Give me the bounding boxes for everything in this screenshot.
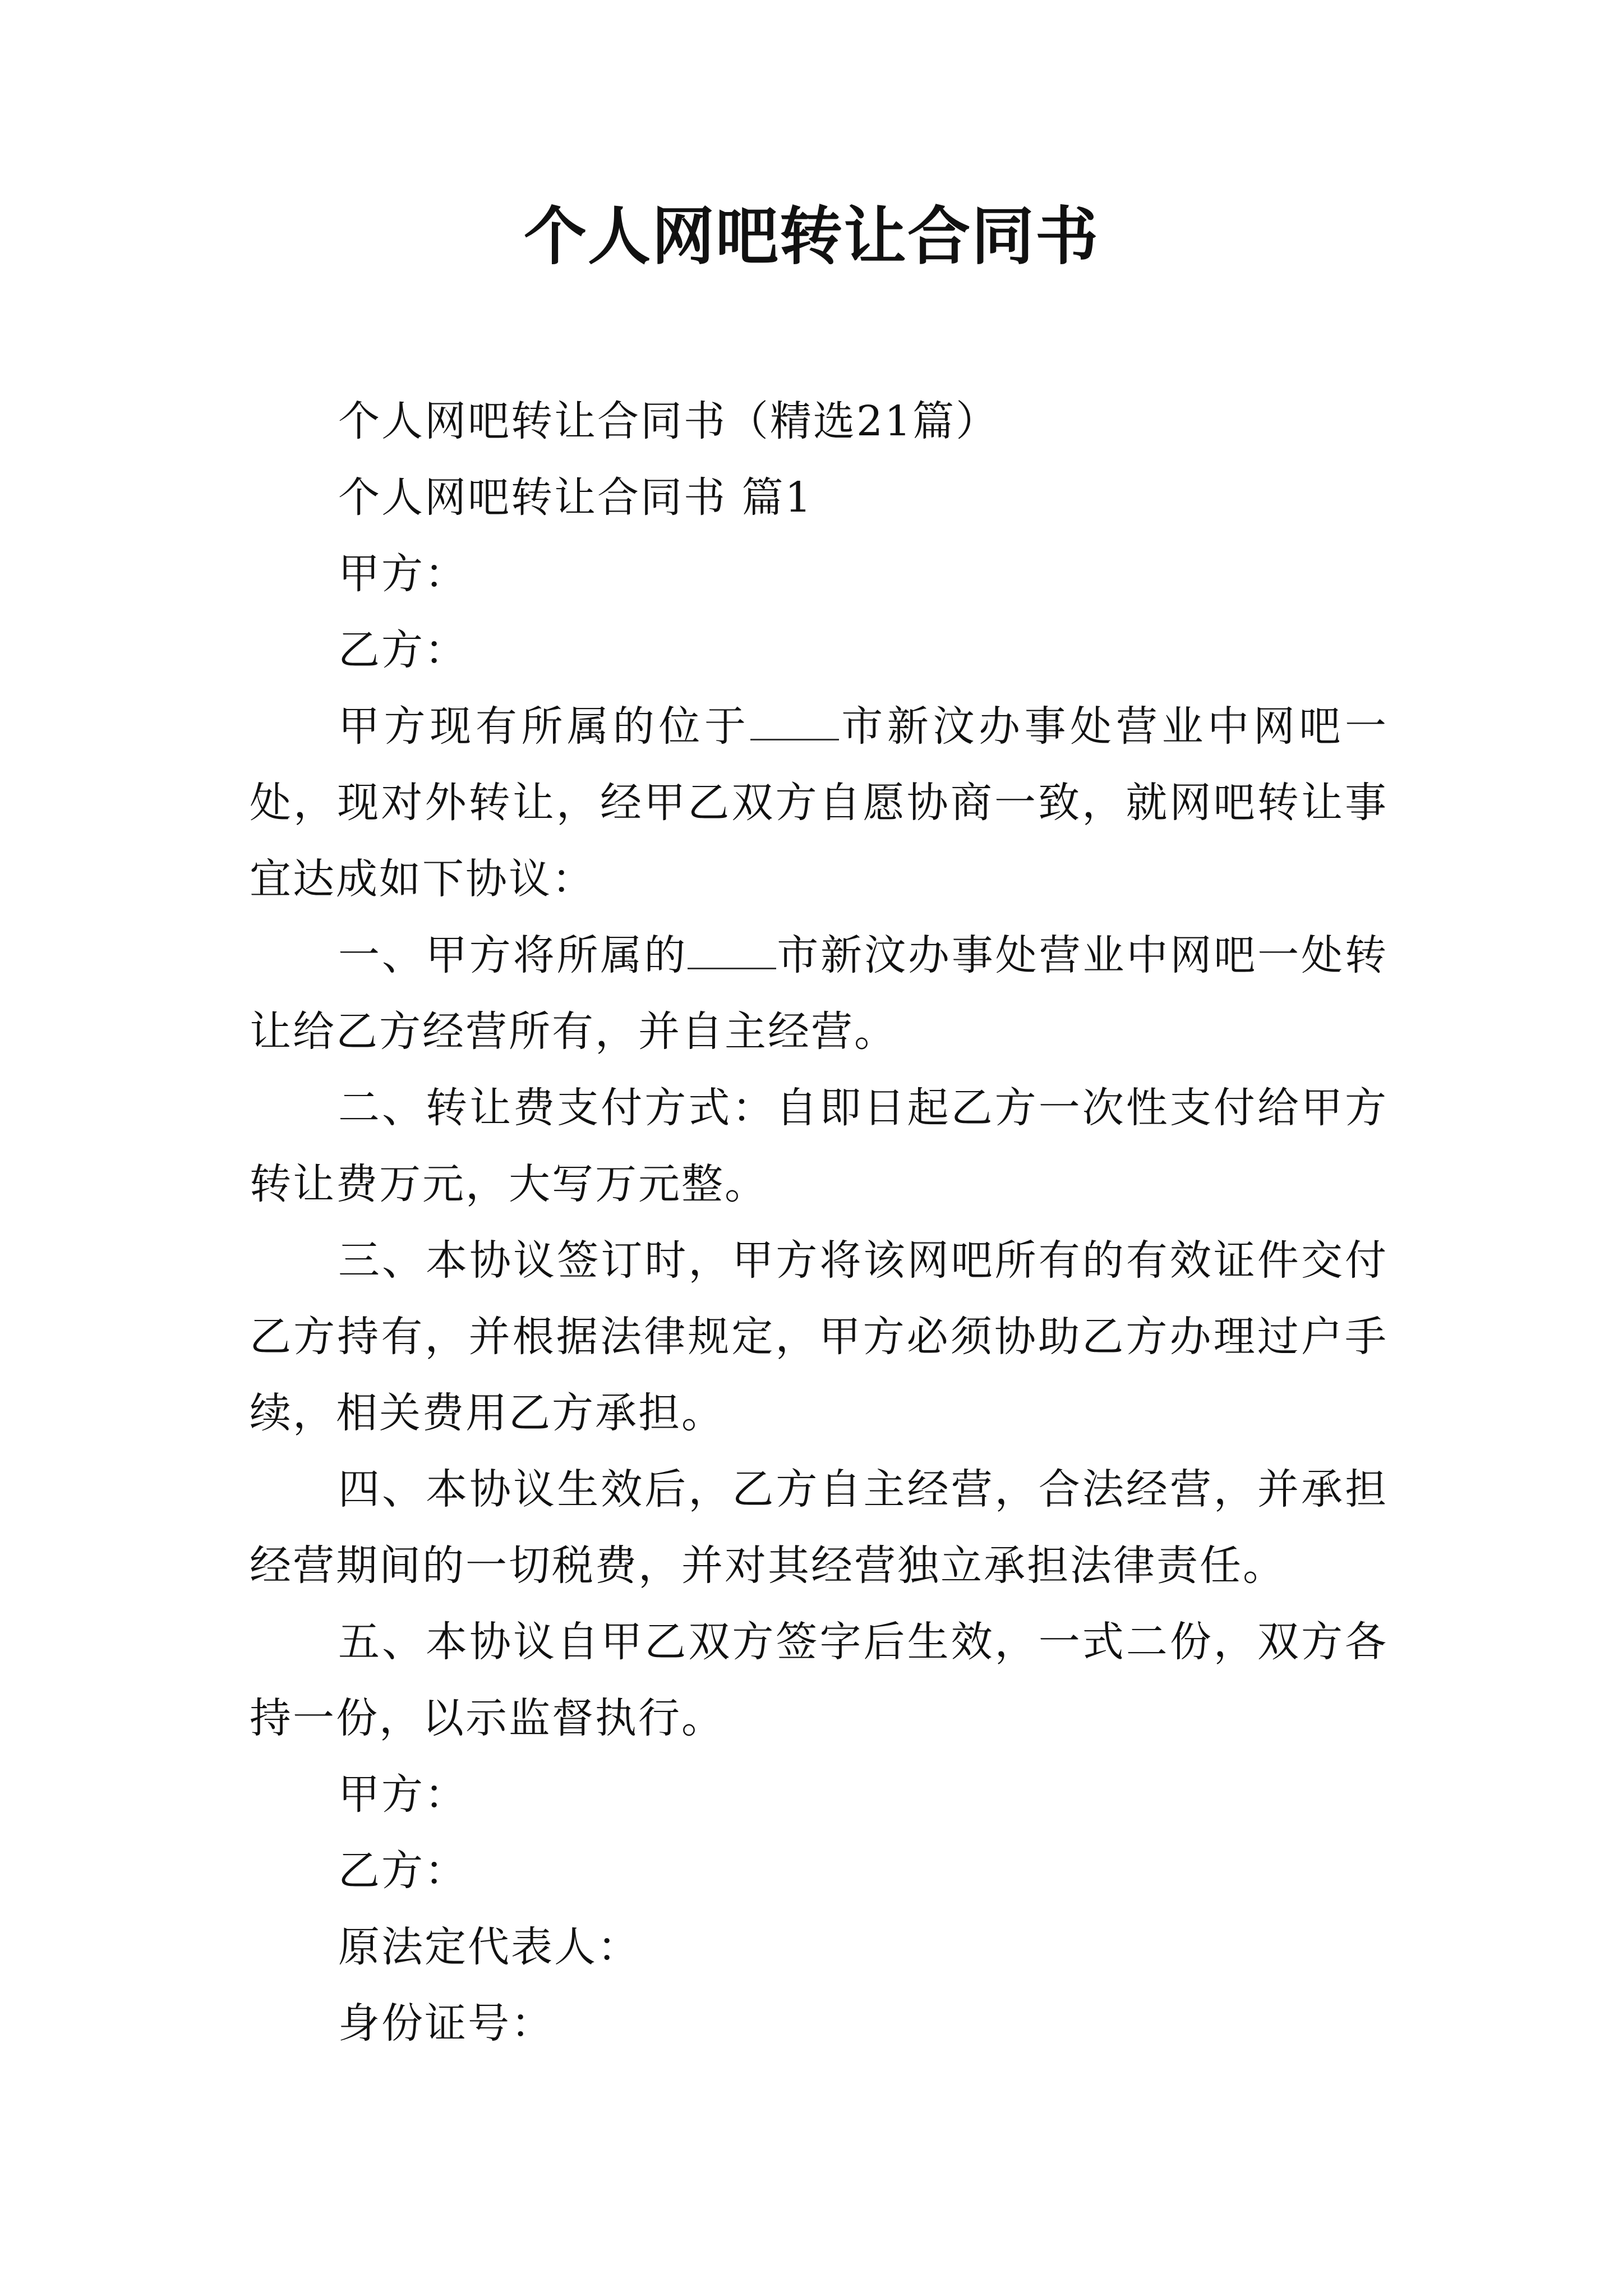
signature-party-a: 甲方： [338,1770,468,1819]
intro-text-after-blank: 市新汶办事处营业中网吧一处，现对外转让，经甲乙双方自愿协商一致，就网吧转让事宜达成如下协议： [250,702,1389,903]
clause-1-text-after-blank: 市新汶办事处营业中网吧一处转让给乙方经营所有，并自主经营。 [250,931,1389,1056]
intro-paragraph [250,688,1388,917]
clause-2: 二、转让费支付方式：自即日起乙方一次性支付给甲方转让费万元，大写万元整。 [250,1084,1388,1208]
clause-5: 五、本协议自甲乙双方签字后生效，一式二份，双方各持一份，以示监督执行。 [250,1618,1388,1742]
intro-text-before-blank: 甲方现有所属的位于 [338,702,750,751]
party-a-label: 甲方： [338,550,468,598]
party-b-label: 乙方： [338,626,468,674]
document-subtitle: 个人网吧转让合同书（精选21篇） [338,397,999,445]
clause-4: 四、本协议生效后，乙方自主经营，合法经营，并承担经营期间的一切税费，并对其经营独立承担法律责任。 [250,1465,1388,1590]
clause-3: 三、本协议签订时，甲方将该网吧所有的有效证件交付乙方持有，并根据法律规定，甲方必须协助乙方办理过户手续，相关费用乙方承担。 [250,1236,1388,1437]
signature-id-number: 身份证号： [338,1999,554,2047]
document-title: 个人网吧转让合同书 [524,200,1099,273]
signature-party-b: 乙方： [338,1847,468,1895]
document-body [250,383,1388,2062]
signature-legal-representative: 原法定代表人： [338,1923,640,1971]
clause-1 [250,917,1388,1070]
location-blank-line [688,932,776,969]
section-heading: 个人网吧转让合同书 篇1 [338,473,813,522]
location-blank-line [750,703,839,740]
clause-1-text-before-blank: 一、甲方将所属的 [338,931,688,979]
